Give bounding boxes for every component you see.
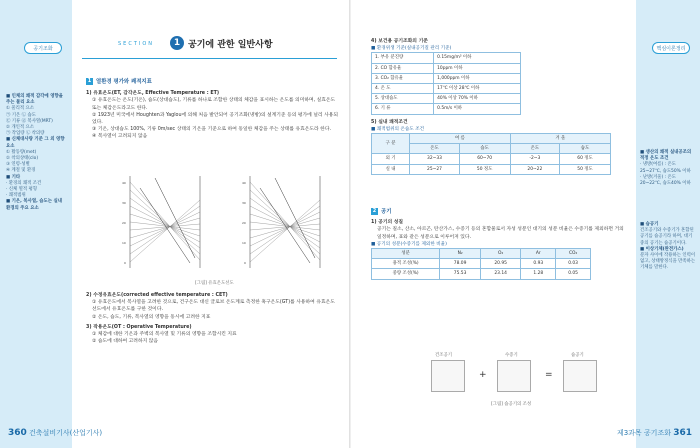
table-1-title: ■ 환경위생 기준(실내공기질 관리 기준) [371, 46, 452, 52]
sidebar-note-line: · 냉방(여름) : 온도25~27℃, 습도50% 이하 [640, 162, 691, 174]
t2-sub: 습도 [560, 144, 611, 154]
left-chapter-tab: 공기조화 [24, 42, 62, 54]
t2-sub: 온도 [510, 144, 559, 154]
table-header-row [372, 249, 591, 259]
fig-label-moist-air: 습공기 [571, 353, 584, 358]
table-row [372, 154, 611, 164]
table-cell: 25~27 [410, 164, 459, 174]
right-folio [617, 428, 692, 438]
table-cell: 1. 부유 분진량 [372, 53, 434, 63]
t2-sub: 온도 [410, 144, 459, 154]
sidebar-note-line: · 쾌적범위 [6, 193, 26, 199]
svg-text:30: 30 [122, 201, 126, 205]
item-1: 1) 유효온도(ET, 감각온도, Effective Temperature : ET) [86, 91, 220, 97]
right-body-top [371, 38, 626, 175]
item-4: 4) 보건용 공기조화의 기준 [371, 39, 428, 44]
section-rule [82, 58, 337, 59]
right-sidebar [636, 0, 700, 448]
item-5: 5) 실내 쾌적조건 [371, 119, 408, 125]
sidebar-note-line: ■ 기온, 복사열, 습도는 실내 환경의 주요 요소 [6, 199, 63, 211]
svg-text:20: 20 [122, 221, 126, 225]
table-header-cell: O₂ [480, 249, 521, 259]
table-cell: 1.28 [521, 269, 556, 279]
sidebar-note-line: ■ 신체대사량 기준 그 외 영향 요소 [6, 137, 65, 149]
table-cell: 60~70 [459, 154, 510, 164]
table-header-cell: N₂ [440, 249, 481, 259]
right-page [351, 0, 700, 448]
t2-head-1: 여 름 [410, 134, 510, 144]
sidebar-note-line: · 환경의 쾌적 조건 [6, 180, 42, 186]
heading-1 [86, 78, 338, 86]
sidebar-note-line: 건조공기와 수증기가 혼합된 공기를 습공기라 하며, 대기 중의 공기는 습공기이다. [640, 228, 694, 246]
section-label: SECTION [118, 41, 155, 47]
left-body-top [86, 78, 338, 141]
table-2-title: ■ 쾌적범위의 온습도 조건 [371, 126, 425, 132]
item-3: 3) 작용온도(OT : Operative Temperature) [86, 324, 192, 330]
table-row [372, 164, 611, 174]
sidebar-note-line: ■ 이상기체(완전가스) [640, 246, 684, 252]
left-sidebar [0, 0, 72, 448]
dry-air-box [431, 360, 465, 392]
right-folio-text: 제3과목 공기조화 [616, 429, 671, 437]
table-cell: 50 정도 [560, 164, 611, 174]
figure-caption: [그림] 습공기의 조성 [491, 402, 532, 407]
table-cell: 1,000ppm 이하 [434, 73, 521, 83]
table-cell: 0.03 [556, 259, 591, 269]
table-cell: 외 기 [372, 154, 410, 164]
item-1d: ④ 복사열이 고려되지 않음 [92, 134, 148, 140]
right-sidebar-notes-b [640, 222, 696, 272]
item-1b: ② 1923년 미국에서 Houghten과 Yaglou에 의해 처음 발안되어 공기조화(냉방)의 설계기준 등의 평가에 널리 사용되었다. [92, 112, 338, 126]
table-cell: 0.93 [521, 259, 556, 269]
sidebar-note-line: ■ 기타 [6, 174, 21, 180]
right-chapter-tab: 핵심이론정리 [652, 42, 690, 54]
svg-text:40: 40 [242, 181, 246, 185]
left-body-bottom [86, 292, 338, 345]
table-cell: 10ppm 이하 [434, 63, 521, 73]
table-row [372, 53, 521, 63]
table-cell: 용적 조성(%) [372, 259, 440, 269]
table-row [372, 94, 521, 104]
item-21a: 공기는 질소, 산소, 아르곤, 탄산가스, 수증기 등의 혼합물로서 자성 성분인 대기의 성분 비율은 수증기를 제외하면 거의 일정하며, 표와 같은 성분으로 이루어져 있다. [377, 227, 624, 240]
table-cell: 실 내 [372, 164, 410, 174]
table-cell: 20~22 [510, 164, 559, 174]
table-cell: 20.95 [480, 259, 521, 269]
sidebar-note-line: ④ 계절 및 환경 [6, 168, 36, 174]
table-row [372, 269, 591, 279]
item-2a: ① 유효온도에서 복사열을 고려한 것으로, 건구온도 대신 글로브 온도계로 측정한 흑구온도(GT)를 사용하여 유효온도선도에서 유효온도를 구한 것이다. [92, 300, 335, 313]
moist-air-box [563, 360, 597, 392]
heading-2 [371, 208, 626, 216]
plus-sign: + [479, 370, 487, 380]
table-cell: 0.05 [556, 269, 591, 279]
table-cell: 6. 기 류 [372, 104, 434, 114]
comfort-table [371, 133, 611, 175]
table-row [372, 259, 591, 269]
effective-temperature-chart [100, 168, 330, 278]
table-cell: 50 정도 [459, 164, 510, 174]
table-header-cell: CO₂ [556, 249, 591, 259]
table-cell: 중량 조성(%) [372, 269, 440, 279]
table-row [372, 63, 521, 73]
equals-sign: = [545, 370, 553, 380]
left-folio [8, 428, 102, 438]
table-cell: 0.5m/s 이하 [434, 104, 521, 114]
sidebar-note-line: ① 활동량(met) [6, 149, 37, 155]
table-3-title: ■ 공기의 성분(수증기를 제외한 비율) [371, 241, 447, 247]
item-21: 1) 공기의 성질 [371, 220, 404, 226]
heading-2-text: 공기 [381, 209, 392, 215]
air-composition-table [371, 248, 591, 280]
section-title: 공기에 관한 일반사항 [188, 40, 273, 50]
svg-text:10: 10 [242, 241, 246, 245]
svg-text:0: 0 [244, 261, 246, 265]
svg-text:20: 20 [242, 221, 246, 225]
item-2b: ② 온도, 습도, 기류, 복사열의 영향을 동시에 고려한 지표 [92, 314, 211, 320]
svg-text:40: 40 [122, 181, 126, 185]
table-cell: 17℃ 이상 28℃ 이하 [434, 84, 521, 94]
item-3a: ① 체감에 대한 기온과 주벽의 복사열 및 기류의 영향을 조합시킨 지표 [92, 332, 237, 338]
item-3b: ② 습도에 대하여 고려하지 않음 [92, 339, 159, 345]
item-1c: ③ 기온, 상대습도 100%, 기류 0m/sec 상태의 기온을 기준으로 하여 동일한 체감을 주는 상태를 유효온도라 한다. [92, 127, 331, 133]
sidebar-note-line: ■ 습공기 [640, 222, 659, 227]
moist-air-figure [431, 352, 601, 398]
sidebar-note-line: · 신체 열적 평형 [6, 187, 38, 193]
chart-caption: [그림] 유효온도선도 [195, 281, 234, 286]
heading-1-text: 열환경 평가와 쾌적지표 [96, 79, 152, 85]
sidebar-note-line: · 난방(겨울) : 온도20~22℃, 습도40% 이하 [640, 174, 691, 187]
sidebar-note-line: ■ 인체의 쾌적 감각에 영향을 주는 물리 요소 [6, 94, 63, 106]
item-1a: ① 유효온도는 온도(기온), 습도(상대습도), 기류를 하나로 조합한 상태의 체감을 표시하는 온도를 의미하며, 실효온도 또는 체감온도라고도 한다. [92, 98, 336, 111]
right-sidebar-notes-a [640, 150, 696, 187]
t2-head-0: 구 분 [372, 134, 410, 154]
table-cell: -2~3 [510, 154, 559, 164]
svg-text:0: 0 [124, 261, 126, 265]
section-number: 1 [170, 36, 184, 50]
left-folio-text: 건축설비기사(산업기사) [29, 429, 103, 437]
table-cell: 60 정도 [560, 154, 611, 164]
sidebar-note-line: ㉢ 기류 ㉣ 복사열(MRT) [6, 118, 53, 124]
heading-1-badge: 1 [87, 78, 92, 84]
fig-label-dry-air: 건조공기 [435, 353, 452, 358]
right-body-bottom [371, 208, 626, 280]
left-sidebar-notes [6, 94, 66, 212]
sidebar-note-line: ① 물리적 요소 [6, 106, 34, 112]
table-cell: 32~33 [410, 154, 459, 164]
table-cell: 23.14 [480, 269, 521, 279]
table-cell: 75.53 [440, 269, 481, 279]
table-header-cell: Ar [521, 249, 556, 259]
fig-label-vapor: 수증기 [505, 353, 518, 358]
table-cell: 40% 이상 70% 이하 [434, 94, 521, 104]
left-page-number: 360 [8, 428, 27, 438]
svg-text:30: 30 [242, 201, 246, 205]
item-2: 2) 수정유효온도(corrected effective temperature : CET) [86, 293, 228, 298]
sidebar-note-line: ② 착의상태(clo) [6, 156, 39, 162]
table-header-cell: 성분 [372, 249, 440, 259]
sidebar-note-line: ㉠ 작업량 ㉡ 착의량 [6, 131, 45, 137]
t2-head-2: 겨 울 [510, 134, 610, 144]
table-cell: 0.15mg/m³ 이하 [434, 53, 521, 63]
table-row [372, 84, 521, 94]
table-cell: 78.09 [440, 259, 481, 269]
sidebar-note-line: 분자 사이에 작용하는 인력이 없고, 상태방정식을 만족하는 기체를 말한다. [640, 253, 696, 271]
sidebar-note-line: ■ 생산의 쾌적 실내공조의 적정 온도 조건 [640, 150, 692, 162]
sidebar-note-line: ③ 연령·성별 [6, 162, 30, 168]
table-cell: 3. CO₂ 함유율 [372, 73, 434, 83]
svg-text:10: 10 [122, 241, 126, 245]
vapor-box [497, 360, 531, 392]
table-cell: 4. 온 도 [372, 84, 434, 94]
table-cell: 5. 상대습도 [372, 94, 434, 104]
table-row [372, 73, 521, 83]
air-quality-table [371, 52, 521, 114]
table-row [372, 104, 521, 114]
right-page-number: 361 [673, 428, 692, 438]
heading-2-badge: 2 [372, 208, 377, 214]
table-cell: 2. CO 함유율 [372, 63, 434, 73]
sidebar-note-line: ㉠ 기온 ㉡ 습도 [6, 112, 36, 118]
sidebar-note-line: ② 개인적 요소 [6, 125, 34, 131]
t2-sub: 습도 [459, 144, 510, 154]
section-header [118, 36, 288, 52]
